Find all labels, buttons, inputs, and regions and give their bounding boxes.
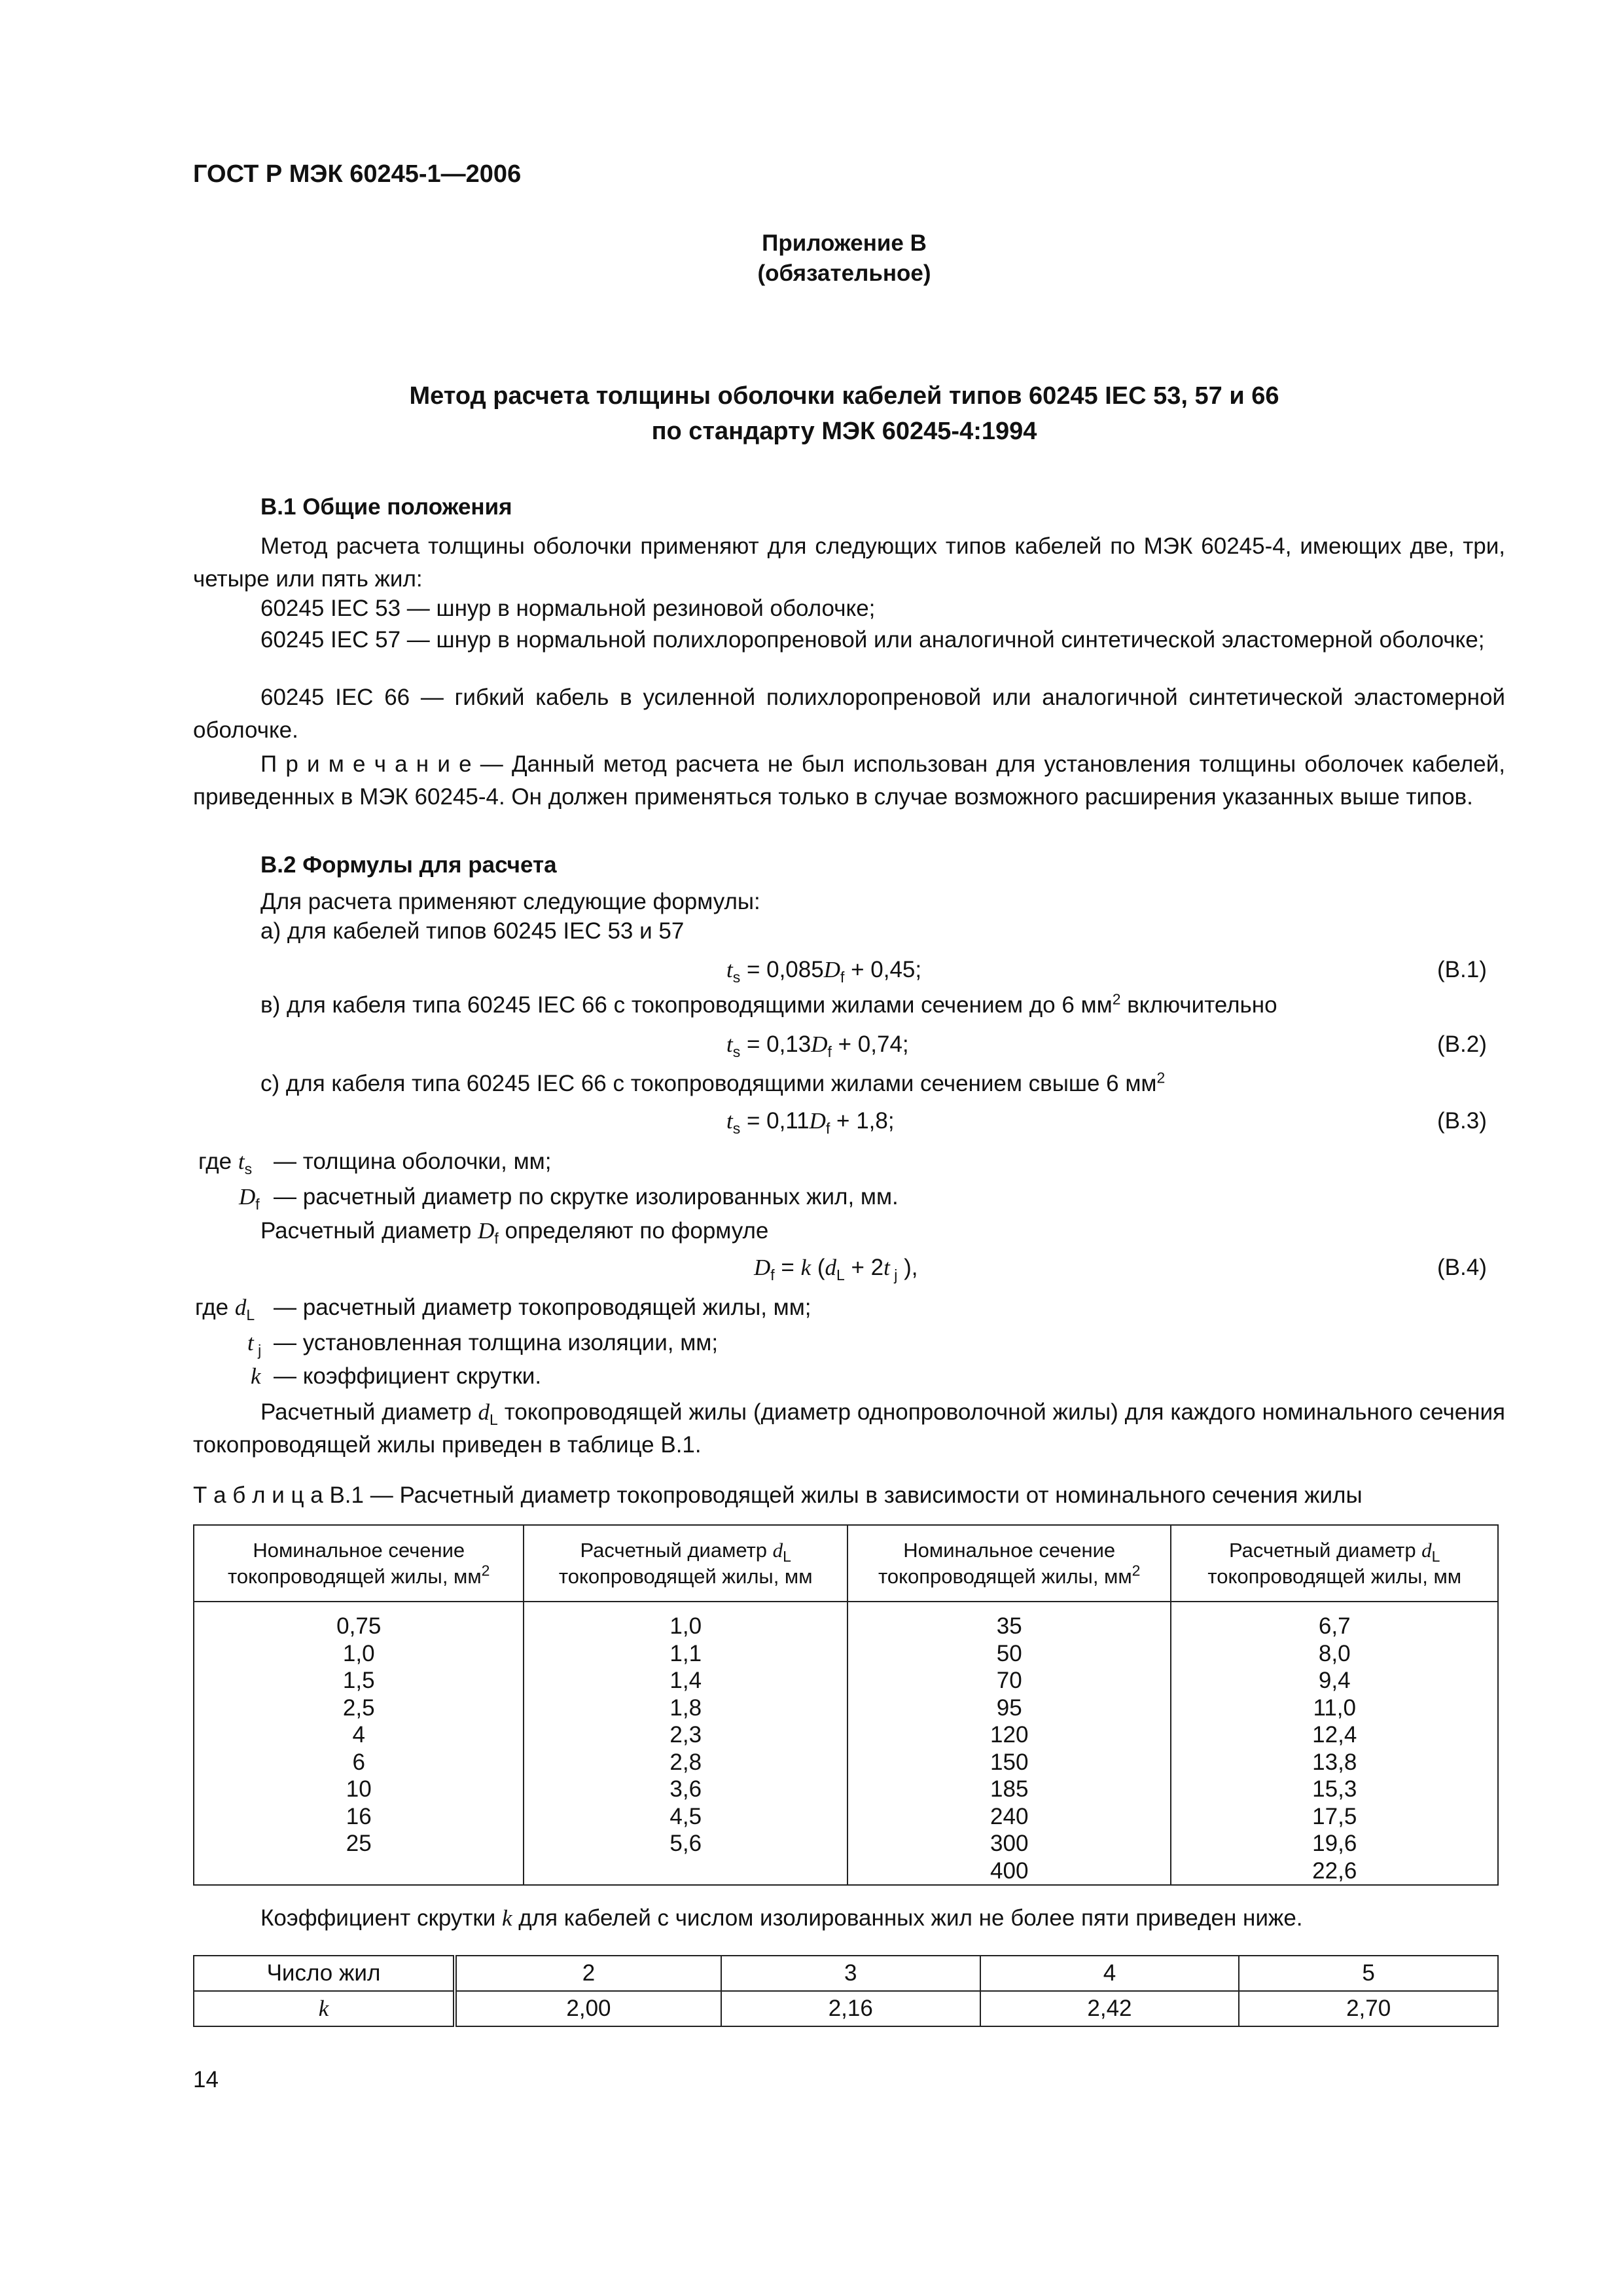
table1-header-section-2: Номинальное сечение токопроводящей жилы, $мм^2$ (847, 1525, 1171, 1602)
tj-symbol: t $_j$ (247, 1330, 262, 1359)
where-label-2: где $d_L$ (195, 1295, 255, 1323)
formula-item-c: с) для кабеля типа 60245 IEC 66 с токопроводящими жилами сечением свыше 6 $мм^2$ (260, 1069, 1166, 1096)
where-label-1: где $t_s$ (198, 1149, 253, 1177)
section2-heading: В.2 Формулы для расчета (260, 852, 557, 878)
table1-cell: 0,75 (336, 1613, 382, 1639)
table1-cell: 5,6 (669, 1831, 702, 1856)
table1-header-section-1: Номинальное сечение токопроводящей жилы, $мм^2$ (194, 1525, 524, 1602)
df-formula-intro: Расчетный диаметр $D_f$ определяют по формуле (260, 1218, 769, 1247)
dl-definition: — расчетный диаметр токопроводящей жилы, мм; (274, 1295, 812, 1320)
table1-cell: 8,0 (1318, 1640, 1351, 1666)
formula-item-b: в) для кабеля типа 60245 IEC 66 с токопроводящими жилами сечением до 6 $мм^2$ включительно (260, 990, 1277, 1018)
table1-caption (193, 1482, 1363, 1509)
k-value-cell: 2,70 (1239, 1991, 1498, 2026)
section1-heading: В.1 Общие положения (260, 494, 512, 520)
table1-cell: 15,3 (1312, 1776, 1357, 1802)
df-symbol: $D_f$ (239, 1184, 260, 1213)
table1-cell: 1,5 (342, 1668, 375, 1693)
table1-cell: 1,8 (669, 1695, 702, 1721)
core-count-cell: 4 (980, 1956, 1240, 1991)
section1-note (193, 748, 1505, 814)
table1-cell: 2,3 (669, 1722, 702, 1748)
table1-header-diameter-2: Расчетный диаметр $d_L$ токопроводящей жилы, мм (1171, 1525, 1498, 1602)
table1-cell: 150 (990, 1749, 1029, 1775)
table1-header-row (194, 1525, 1498, 1602)
table1-cell: 1,4 (669, 1668, 702, 1693)
formula-b2: $t_s = 0,13D_f + 0,74$; (726, 1031, 909, 1060)
k-value-row (194, 1991, 1498, 2026)
table1-caption-label: Т а б л и ц а (193, 1482, 323, 1508)
table1-cell: 300 (990, 1831, 1029, 1856)
table1-cell: 4 (352, 1722, 365, 1748)
table1-cell: 1,0 (669, 1613, 702, 1639)
k-value-cell: 2,42 (980, 1991, 1240, 2026)
table1-cell: 185 (990, 1776, 1029, 1802)
tj-definition: — установленная толщина изоляции, мм; (274, 1330, 719, 1355)
table1-cell: 12,4 (1312, 1722, 1357, 1748)
table1-cell: 35 (996, 1613, 1022, 1639)
table1-cell: 22,6 (1312, 1857, 1357, 1884)
k-value-cell: 2,00 (455, 1991, 721, 2026)
table1-cell: 1,0 (342, 1640, 375, 1666)
core-count-row (194, 1956, 1498, 1991)
appendix-status: (обязательное) (757, 260, 931, 286)
table1-col-diameter-1 (524, 1602, 847, 1885)
section2-intro: Для расчета применяют следующие формулы: (260, 889, 760, 914)
table1-cell: 2,5 (342, 1695, 375, 1721)
table1-cell: 95 (996, 1695, 1022, 1721)
table1-cell: 9,4 (1318, 1668, 1351, 1693)
formula-b3-number: (В.3) (1437, 1108, 1487, 1134)
table1-col-section-1 (194, 1602, 524, 1885)
table1-cell: 19,6 (1312, 1831, 1357, 1856)
table1-col-section-2 (847, 1602, 1171, 1885)
core-count-cell: 2 (455, 1956, 721, 1991)
table1-cell: 120 (990, 1722, 1029, 1748)
dl-paragraph: Расчетный диаметр $d_L$ токопроводящей жилы (диаметр однопроволочной жилы) для каждого номинального сечения токопроводящей жилы приведен в таблице В.1. (193, 1399, 1506, 1458)
table1-cell: 400 (990, 1857, 1029, 1884)
twist-intro: Коэффициент скрутки k для кабелей с числом изолированных жил не более пяти приведен ниже. (260, 1905, 1303, 1931)
main-title-line2: по стандарту МЭК 60245-4:1994 (651, 418, 1037, 445)
k-label: k (194, 1991, 455, 2026)
table1-cell: 4,5 (669, 1803, 702, 1829)
table1-cell: 1,1 (669, 1640, 702, 1666)
table1-cell: 240 (990, 1803, 1029, 1829)
table1-body-row (194, 1602, 1498, 1885)
page-number: 14 (193, 2067, 219, 2092)
formula-b1: $t_s = 0,085D_f + 0,45$; (726, 957, 922, 986)
table1-caption-text: В.1 — Расчетный диаметр токопроводящей жилы в зависимости от номинального сечения жилы (323, 1482, 1363, 1508)
formula-b3: $t_s = 0,11D_f + 1,8$; (726, 1108, 895, 1137)
note-label: П р и м е ч а н и е (260, 751, 472, 777)
appendix-title: Приложение В (762, 230, 927, 256)
document-id: ГОСТ Р МЭК 60245-1—2006 (193, 160, 522, 188)
table1-cell: 2,8 (669, 1749, 702, 1775)
formula-item-a: а) для кабелей типов 60245 IEC 53 и 57 (260, 918, 685, 944)
k-symbol: k (251, 1363, 261, 1389)
table1-cell: 11,0 (1313, 1695, 1356, 1721)
table1-cell: 16 (346, 1803, 372, 1829)
ts-definition: — толщина оболочки, мм; (274, 1149, 552, 1174)
k-definition: — коэффициент скрутки. (274, 1363, 542, 1389)
table1-cell: 6,7 (1318, 1613, 1351, 1639)
table1-cell: 50 (996, 1640, 1022, 1666)
twist-coefficient-table (193, 1955, 1499, 2027)
k-value-cell: 2,16 (721, 1991, 980, 2026)
formula-b4: $D_f = k$ ($d_L + 2t$ $_j$ ), (754, 1255, 918, 1283)
table1-cell: 10 (346, 1776, 372, 1802)
note-text: — Данный метод расчета не был использован для установления толщины оболочек кабелей, приведенных в МЭК 60245-4. Он должен применяться только в случае возможного расширения указанных выше типов. (193, 751, 1505, 810)
section1-paragraph2: 60245 IEC 53 — шнур в нормальной резиновой оболочке; (260, 596, 876, 621)
formula-b4-number: (В.4) (1437, 1255, 1487, 1280)
core-count-cell: 5 (1239, 1956, 1498, 1991)
main-title-line1: Метод расчета толщины оболочки кабелей типов 60245 IEC 53, 57 и 66 (409, 382, 1279, 410)
section1-paragraph1: Метод расчета толщины оболочки применяют для следующих типов кабелей по МЭК 60245-4, имеющих две, три, четыре или пять жил: (193, 533, 1505, 592)
section1-paragraph3: 60245 IEC 57 — шнур в нормальной полихлоропреновой или аналогичной синтетической эластомерной оболочке; (260, 627, 1485, 653)
table1-header-diameter-1: Расчетный диаметр $d_L$ токопроводящей жилы, мм (524, 1525, 847, 1602)
table1-cell: 17,5 (1312, 1803, 1357, 1829)
formula-b1-number: (В.1) (1437, 957, 1487, 982)
table1-cell: 6 (352, 1749, 365, 1775)
table1-cell: 25 (346, 1831, 372, 1856)
table1-col-diameter-2 (1171, 1602, 1498, 1885)
core-count-cell: 3 (721, 1956, 980, 1991)
df-definition: — расчетный диаметр по скрутке изолированных жил, мм. (274, 1184, 899, 1210)
core-count-label: Число жил (194, 1956, 455, 1991)
table1-cell: 70 (996, 1668, 1022, 1693)
table-b1 (193, 1524, 1499, 1886)
formula-b2-number: (В.2) (1437, 1031, 1487, 1057)
table1-cell: 3,6 (669, 1776, 702, 1802)
table1-cell: 13,8 (1312, 1749, 1357, 1775)
section1-paragraph4: 60245 IEC 66 — гибкий кабель в усиленной полихлоропреновой или аналогичной синтетической эластомерной оболочке. (193, 685, 1505, 743)
